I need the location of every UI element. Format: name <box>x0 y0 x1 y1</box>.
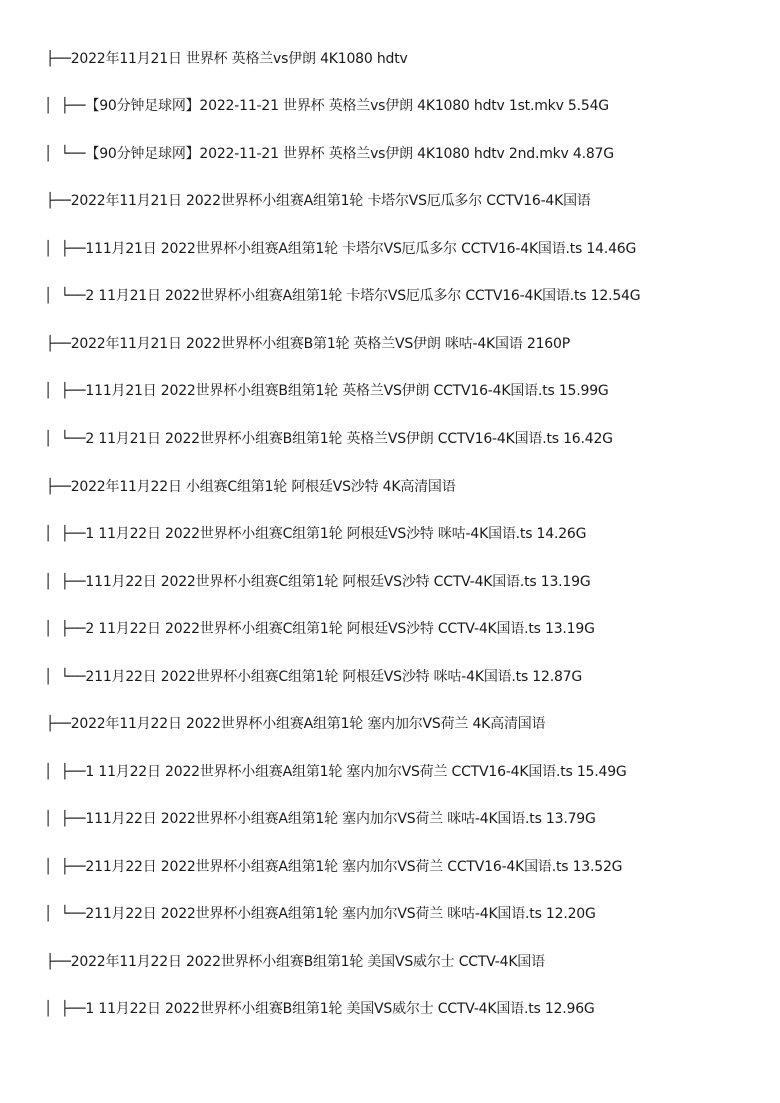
tree-branch: ├── <box>46 716 71 732</box>
file-line <box>44 807 596 831</box>
file-line <box>44 997 595 1021</box>
tree-branch: │ ├── <box>44 98 86 114</box>
tree-branch: ├── <box>46 51 71 67</box>
folder-name: 2022年11月22日 2022世界杯小组赛A组第1轮 塞内加尔VS荷兰 4K高清国语 <box>70 716 546 732</box>
file-name: 2 11月21日 2022世界杯小组赛B组第1轮 英格兰VS伊朗 CCTV16-4K国语.ts 16.42G <box>85 431 613 447</box>
file-line <box>44 94 609 118</box>
file-line <box>44 522 586 546</box>
file-line <box>44 379 609 403</box>
tree-branch: │ ├── <box>44 764 86 780</box>
tree-branch: ├── <box>46 954 71 970</box>
folder-line <box>46 475 456 499</box>
file-line <box>44 902 596 926</box>
file-line <box>44 237 636 261</box>
file-line <box>44 617 595 641</box>
file-line <box>44 142 614 166</box>
file-name: 2 11月22日 2022世界杯小组赛C组第1轮 阿根廷VS沙特 CCTV-4K国语.ts 13.19G <box>85 621 595 637</box>
tree-branch: ├── <box>46 193 71 209</box>
file-line <box>44 427 613 451</box>
file-line <box>44 855 622 879</box>
file-name: 【90分钟足球网】2022-11-21 世界杯 英格兰vs伊朗 4K1080 hdtv 2nd.mkv 4.87G <box>85 146 614 162</box>
file-name: 211月22日 2022世界杯小组赛A组第1轮 塞内加尔VS荷兰 CCTV16-4K国语.ts 13.52G <box>85 859 623 875</box>
folder-line <box>46 332 570 356</box>
file-line <box>44 570 591 594</box>
file-name: 1 11月22日 2022世界杯小组赛B组第1轮 美国VS威尔士 CCTV-4K国语.ts 12.96G <box>85 1001 595 1017</box>
tree-branch: │ ├── <box>44 859 86 875</box>
folder-name: 2022年11月21日 2022世界杯小组赛A组第1轮 卡塔尔VS厄瓜多尔 CCTV16-4K国语 <box>70 193 591 209</box>
tree-branch: │ └── <box>44 288 86 304</box>
folder-line <box>46 47 408 71</box>
file-name: 211月22日 2022世界杯小组赛A组第1轮 塞内加尔VS荷兰 咪咕-4K国语.ts 12.20G <box>85 906 596 922</box>
tree-branch: │ ├── <box>44 383 86 399</box>
folder-name: 2022年11月22日 2022世界杯小组赛B组第1轮 美国VS威尔士 CCTV-4K国语 <box>70 954 545 970</box>
file-name: 1 11月22日 2022世界杯小组赛C组第1轮 阿根廷VS沙特 咪咕-4K国语.ts 14.26G <box>85 526 587 542</box>
tree-branch: │ └── <box>44 146 86 162</box>
file-name: 111月21日 2022世界杯小组赛B组第1轮 英格兰VS伊朗 CCTV16-4K国语.ts 15.99G <box>85 383 609 399</box>
file-line <box>44 760 627 784</box>
file-name: 1 11月22日 2022世界杯小组赛A组第1轮 塞内加尔VS荷兰 CCTV16-4K国语.ts 15.49G <box>85 764 627 780</box>
tree-branch: │ └── <box>44 669 86 685</box>
folder-name: 2022年11月21日 世界杯 英格兰vs伊朗 4K1080 hdtv <box>70 51 408 67</box>
tree-branch: │ ├── <box>44 1001 86 1017</box>
file-name: 111月21日 2022世界杯小组赛A组第1轮 卡塔尔VS厄瓜多尔 CCTV16-4K国语.ts 14.46G <box>85 241 637 257</box>
tree-branch: │ ├── <box>44 621 86 637</box>
tree-branch: │ ├── <box>44 526 86 542</box>
file-line <box>44 284 640 308</box>
file-name: 2 11月21日 2022世界杯小组赛A组第1轮 卡塔尔VS厄瓜多尔 CCTV16-4K国语.ts 12.54G <box>85 288 641 304</box>
tree-branch: │ ├── <box>44 811 86 827</box>
folder-line <box>46 950 545 974</box>
folder-name: 2022年11月22日 小组赛C组第1轮 阿根廷VS沙特 4K高清国语 <box>70 479 456 495</box>
tree-branch: │ ├── <box>44 241 86 257</box>
folder-line <box>46 712 545 736</box>
file-name: 111月22日 2022世界杯小组赛C组第1轮 阿根廷VS沙特 CCTV-4K国语.ts 13.19G <box>85 574 591 590</box>
tree-branch: ├── <box>46 336 71 352</box>
tree-branch: ├── <box>46 479 71 495</box>
tree-branch: │ └── <box>44 906 86 922</box>
tree-branch: │ ├── <box>44 574 86 590</box>
tree-branch: │ └── <box>44 431 86 447</box>
folder-name: 2022年11月21日 2022世界杯小组赛B第1轮 英格兰VS伊朗 咪咕-4K国语 2160P <box>70 336 570 352</box>
file-name: 211月22日 2022世界杯小组赛C组第1轮 阿根廷VS沙特 咪咕-4K国语.ts 12.87G <box>85 669 583 685</box>
file-name: 【90分钟足球网】2022-11-21 世界杯 英格兰vs伊朗 4K1080 hdtv 1st.mkv 5.54G <box>85 98 609 114</box>
file-line <box>44 665 582 689</box>
folder-line <box>46 189 591 213</box>
file-name: 111月22日 2022世界杯小组赛A组第1轮 塞内加尔VS荷兰 咪咕-4K国语.ts 13.79G <box>85 811 596 827</box>
